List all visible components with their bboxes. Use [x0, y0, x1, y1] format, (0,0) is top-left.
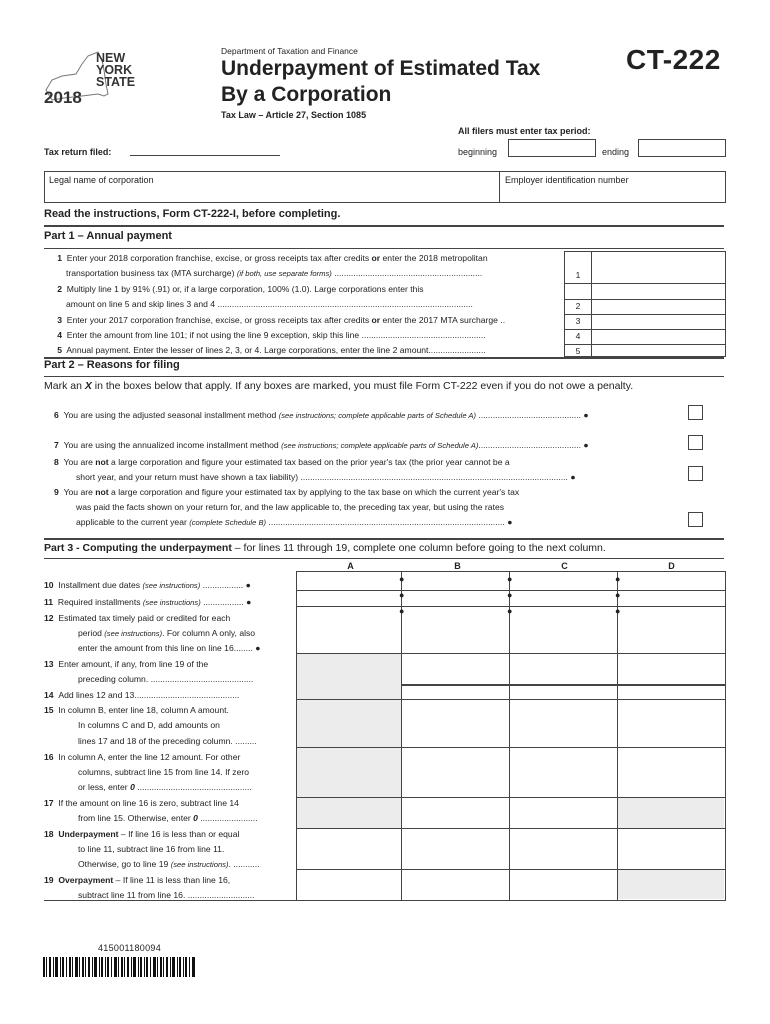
line-3-amount[interactable]	[592, 314, 723, 328]
line-7-text: 7 You are using the annualized income installment method (see instructions; complete applicable parts of Schedule A)........................................... ●	[54, 440, 589, 450]
tax-return-filed-label: Tax return filed:	[44, 147, 112, 157]
line-4-text: 4 Enter the amount from line 101; if not using the line 9 exception, skip this line ....................................................	[57, 330, 486, 340]
line-12-text-cont: period (see instructions). For column A only, also	[78, 628, 256, 638]
line-9-checkbox[interactable]	[688, 512, 703, 527]
column-d-marker: ●	[615, 590, 621, 600]
read-instructions-note: Read the instructions, Form CT-222-I, before completing.	[44, 208, 341, 220]
line-4-amount[interactable]	[592, 329, 723, 343]
line-14-text: 14 Add lines 12 and 13............................................	[44, 690, 240, 700]
column-c-marker: ●	[507, 606, 513, 616]
line-18-text-cont: to line 11, subtract line 16 from line 11.	[78, 844, 225, 854]
column-c-header: C	[561, 561, 568, 571]
tax-return-filed-field[interactable]	[130, 145, 280, 156]
ny-state-wordmark: NEW YORK STATE	[96, 51, 136, 89]
line-9-text-cont2: applicable to the current year (complete Schedule B) ................................................................................................... ●	[76, 517, 513, 527]
column-b-marker: ●	[399, 590, 405, 600]
divider	[44, 376, 724, 377]
beginning-label: beginning	[458, 147, 498, 157]
line-3-number: 3	[575, 316, 581, 326]
barcode-image	[43, 957, 195, 977]
legal-name-label: Legal name of corporation	[49, 175, 154, 185]
line-7-checkbox[interactable]	[688, 435, 703, 450]
column-d-marker: ●	[615, 606, 621, 616]
line-2-text: 2 Multiply line 1 by 91% (.91) or, if a large corporation, 100% (1.0). Large corporations enter this	[57, 284, 424, 294]
period-ending-field[interactable]	[638, 139, 726, 157]
column-d-marker: ●	[615, 574, 621, 584]
part2-heading: Part 2 – Reasons for filing	[44, 359, 180, 371]
part3-grid	[296, 571, 726, 901]
divider	[44, 225, 724, 227]
part1-heading: Part 1 – Annual payment	[44, 230, 172, 242]
line-2-text-cont: amount on line 5 and skip lines 3 and 4 ...........................................................................................................	[66, 299, 473, 309]
line-5-number: 5	[575, 346, 581, 356]
line-8-text-cont: short year, and your return must have shown a tax liability) ................................................................................................................ ●	[76, 472, 576, 482]
line-13-text: 13 Enter amount, if any, from line 19 of the	[44, 659, 209, 669]
column-b-marker: ●	[399, 574, 405, 584]
shaded-cell	[297, 699, 401, 797]
line-11-text: 11 Required installments (see instructions) ................. ●	[44, 597, 252, 607]
legal-name-field[interactable]	[46, 184, 496, 200]
line-16-text-cont: columns, subtract line 15 from line 14. If zero	[78, 767, 249, 777]
line-9-text: 9 You are not a large corporation and figure your estimated tax by applying to the tax base on which the current year's tax	[54, 487, 520, 497]
line-19-text-cont: subtract line 11 from line 16. ............................	[78, 890, 255, 900]
column-b-header: B	[454, 561, 461, 571]
shaded-cell	[297, 797, 401, 828]
line-10-text: 10 Installment due dates (see instructions) ................. ●	[44, 580, 251, 590]
line-18-text-cont2: Otherwise, go to line 19 (see instructions). ...........	[78, 859, 260, 869]
form-number: CT-222	[626, 44, 721, 75]
line-5-text: 5 Annual payment. Enter the lesser of lines 2, 3, or 4. Large corporations, enter the line 2 amount........................	[57, 345, 486, 355]
line-5-amount[interactable]	[592, 344, 723, 355]
shaded-cell	[618, 797, 724, 828]
line-15-text: 15 In column B, enter line 18, column A amount.	[44, 705, 229, 715]
divider	[44, 538, 724, 540]
line-16-text-cont2: or less, enter 0 ................................................	[78, 782, 252, 792]
column-a-header: A	[347, 561, 354, 571]
part3-heading: Part 3 - Computing the underpayment – for lines 11 through 19, complete one column before going to the next column.	[44, 542, 606, 554]
ein-field[interactable]	[502, 184, 722, 200]
ein-label: Employer identification number	[505, 175, 629, 185]
line-8-text: 8 You are not a large corporation and figure your estimated tax based on the prior year's tax (the prior year cannot be a	[54, 457, 510, 467]
line-13-text-cont: preceding column. ...........................................	[78, 674, 254, 684]
column-b-marker: ●	[399, 606, 405, 616]
line-3-text: 3 Enter your 2017 corporation franchise, excise, or gross receipts tax after credits or enter the 2017 MTA surcharge ..	[57, 315, 506, 325]
shaded-cell	[618, 869, 724, 899]
ending-label: ending	[602, 147, 630, 157]
line-12-text-cont2: enter the amount from this line on line 16........ ●	[78, 643, 261, 653]
divider	[44, 558, 724, 559]
shaded-cell	[297, 653, 401, 699]
divider	[44, 900, 296, 901]
line-1-number: 1	[575, 270, 581, 280]
line-1-text-cont: transportation business tax (MTA surcharge) (if both, use separate forms) ..............................................................	[66, 268, 483, 278]
line-16-text: 16 In column A, enter the line 12 amount. For other	[44, 752, 241, 762]
tax-law-reference: Tax Law – Article 27, Section 1085	[221, 110, 367, 120]
department-name: Department of Taxation and Finance	[221, 46, 358, 56]
line-8-checkbox[interactable]	[688, 466, 703, 481]
line-4-number: 4	[575, 331, 581, 341]
line-12-text: 12 Estimated tax timely paid or credited for each	[44, 613, 231, 623]
line-18-text: 18 Underpayment – If line 16 is less than or equal	[44, 829, 240, 839]
line-19-text: 19 Overpayment – If line 11 is less than line 16,	[44, 875, 231, 885]
line-1-text: 1 Enter your 2018 corporation franchise, excise, or gross receipts tax after credits or enter the 2018 metropolitan	[57, 253, 488, 263]
all-filers-label: All filers must enter tax period:	[458, 126, 591, 136]
line-17-text: 17 If the amount on line 16 is zero, subtract line 14	[44, 798, 239, 808]
line-2-number: 2	[575, 301, 581, 311]
line-17-text-cont: from line 15. Otherwise, enter 0 ........................	[78, 813, 258, 823]
column-d-header: D	[668, 561, 675, 571]
period-beginning-field[interactable]	[508, 139, 596, 157]
form-year: 2018	[44, 88, 82, 107]
divider	[44, 248, 724, 249]
column-c-marker: ●	[507, 574, 513, 584]
line-15-text-cont: In columns C and D, add amounts on	[78, 720, 220, 730]
form-title: Underpayment of Estimated Tax By a Corporation	[221, 57, 541, 106]
line-1-amount[interactable]	[592, 266, 723, 281]
line-2-amount[interactable]	[592, 298, 723, 312]
barcode-number: 415001180094	[98, 943, 161, 953]
part2-instruction: Mark an X in the boxes below that apply. If any boxes are marked, you must file Form CT-222 even if you do not owe a penalty.	[44, 380, 634, 392]
line-6-text: 6 You are using the adjusted seasonal installment method (see instructions; complete applicable parts of Schedule A) ........................................... ●	[54, 410, 589, 420]
line-15-text-cont2: lines 17 and 18 of the preceding column. .........	[78, 736, 257, 746]
line-9-text-cont: was paid the facts shown on your return for, and the law applicable to, the preceding tax year, but using the rates	[76, 502, 505, 512]
column-c-marker: ●	[507, 590, 513, 600]
line-6-checkbox[interactable]	[688, 405, 703, 420]
